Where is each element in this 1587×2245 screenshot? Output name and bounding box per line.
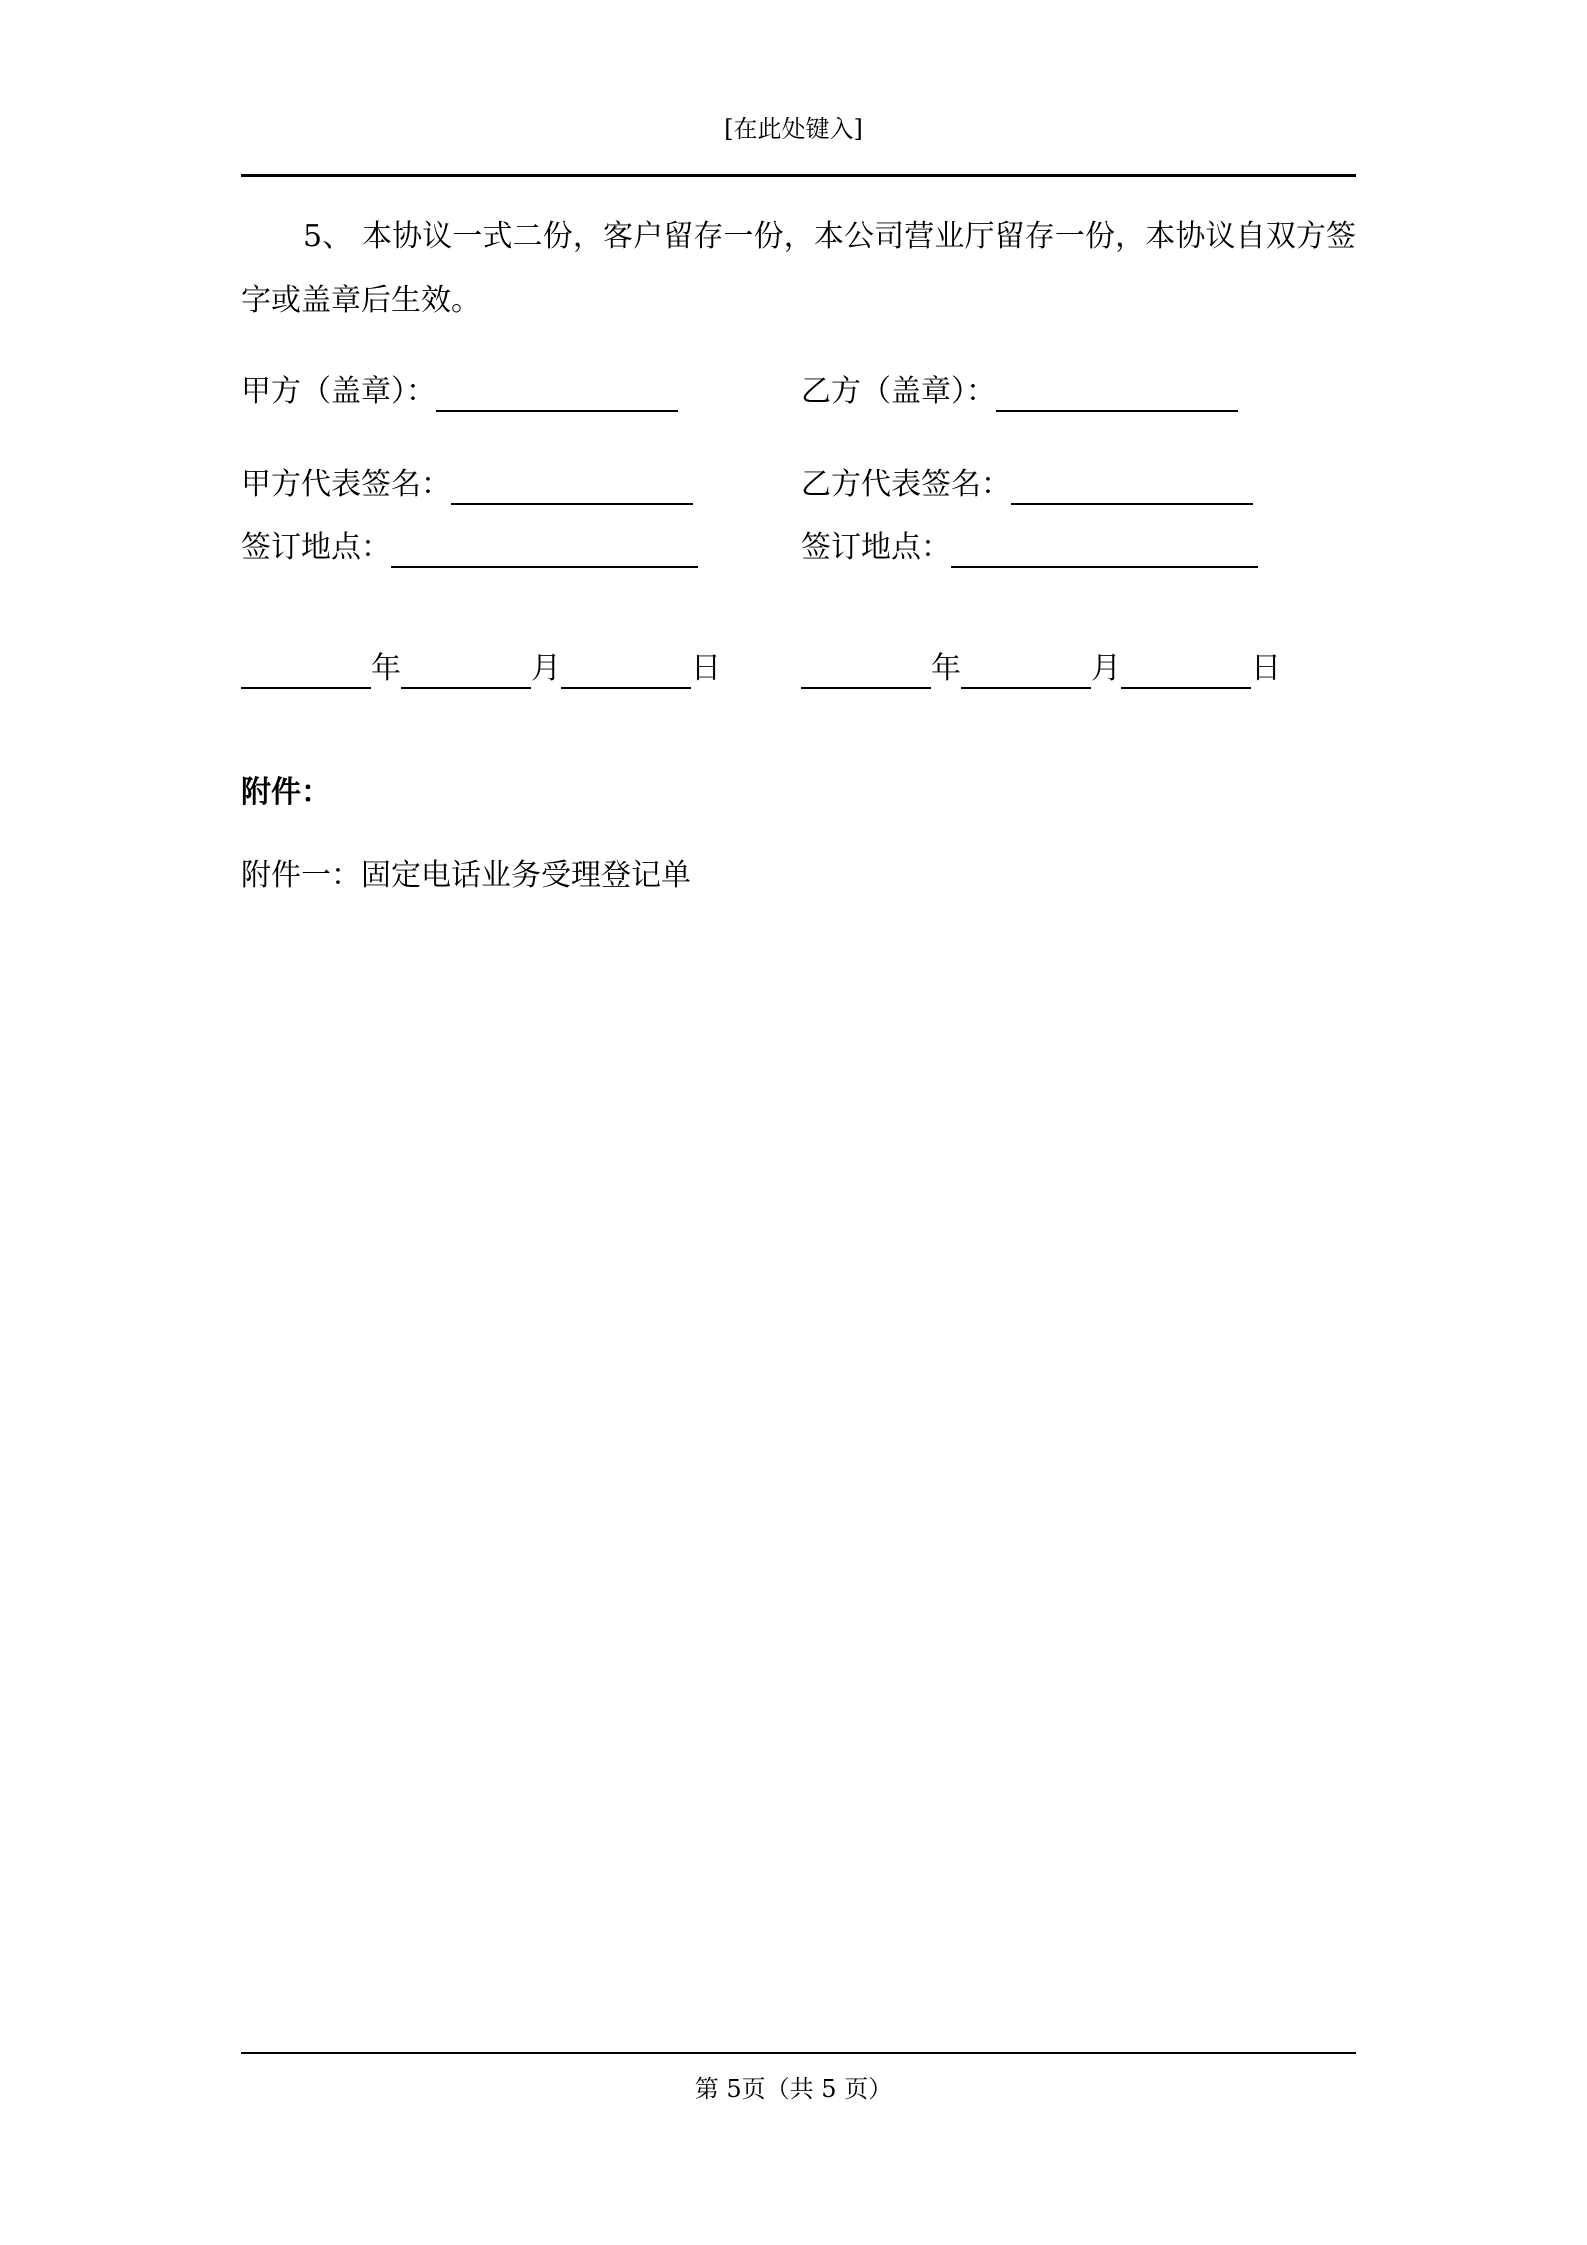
- footer-divider: [241, 2052, 1356, 2054]
- page-number: 第 5页（共 5 页）: [694, 2075, 893, 2103]
- party-a-seal-label: 甲方（盖章）：: [241, 374, 436, 409]
- party-a-seal-row: [241, 372, 678, 412]
- clause-5-paragraph: 5、 本协议一式二份，客户留存一份，本公司营业厅留存一份，本协议自双方签字或盖章后生效。: [241, 219, 1356, 318]
- header-divider: [241, 174, 1356, 177]
- party-b-year-blank[interactable]: [801, 655, 931, 689]
- party-b-rep-label: 乙方代表签名：: [801, 467, 1011, 502]
- party-a-rep-blank[interactable]: [451, 471, 693, 505]
- party-a-place-blank[interactable]: [391, 534, 698, 568]
- party-b-place-row: [801, 528, 1258, 568]
- party-b-rep-blank[interactable]: [1011, 471, 1253, 505]
- party-b-year-label: 年: [931, 651, 961, 686]
- party-a-rep-label: 甲方代表签名：: [241, 467, 451, 502]
- attachment-item: 附件一：固定电话业务受理登记单: [241, 858, 691, 893]
- party-b-place-label: 签订地点：: [801, 530, 951, 565]
- party-a-rep-row: [241, 465, 693, 505]
- party-b-month-blank[interactable]: [961, 655, 1091, 689]
- party-a-seal-blank[interactable]: [436, 378, 678, 412]
- attachments-heading: 附件：: [241, 775, 331, 810]
- party-a-year-label: 年: [371, 651, 401, 686]
- party-a-month-label: 月: [531, 651, 561, 686]
- party-b-day-label: 日: [1251, 651, 1281, 686]
- party-a-date-row: [241, 649, 721, 689]
- party-a-place-label: 签订地点：: [241, 530, 391, 565]
- party-b-seal-label: 乙方（盖章）：: [801, 374, 996, 409]
- party-b-month-label: 月: [1091, 651, 1121, 686]
- party-b-seal-row: [801, 372, 1238, 412]
- party-a-place-row: [241, 528, 698, 568]
- party-a-year-blank[interactable]: [241, 655, 371, 689]
- party-b-date-row: [801, 649, 1281, 689]
- party-b-rep-row: [801, 465, 1253, 505]
- party-a-month-blank[interactable]: [401, 655, 531, 689]
- party-a-day-blank[interactable]: [561, 655, 691, 689]
- party-b-seal-blank[interactable]: [996, 378, 1238, 412]
- party-b-day-blank[interactable]: [1121, 655, 1251, 689]
- party-b-place-blank[interactable]: [951, 534, 1258, 568]
- header-placeholder[interactable]: [在此处键入]: [724, 115, 863, 143]
- party-a-day-label: 日: [691, 651, 721, 686]
